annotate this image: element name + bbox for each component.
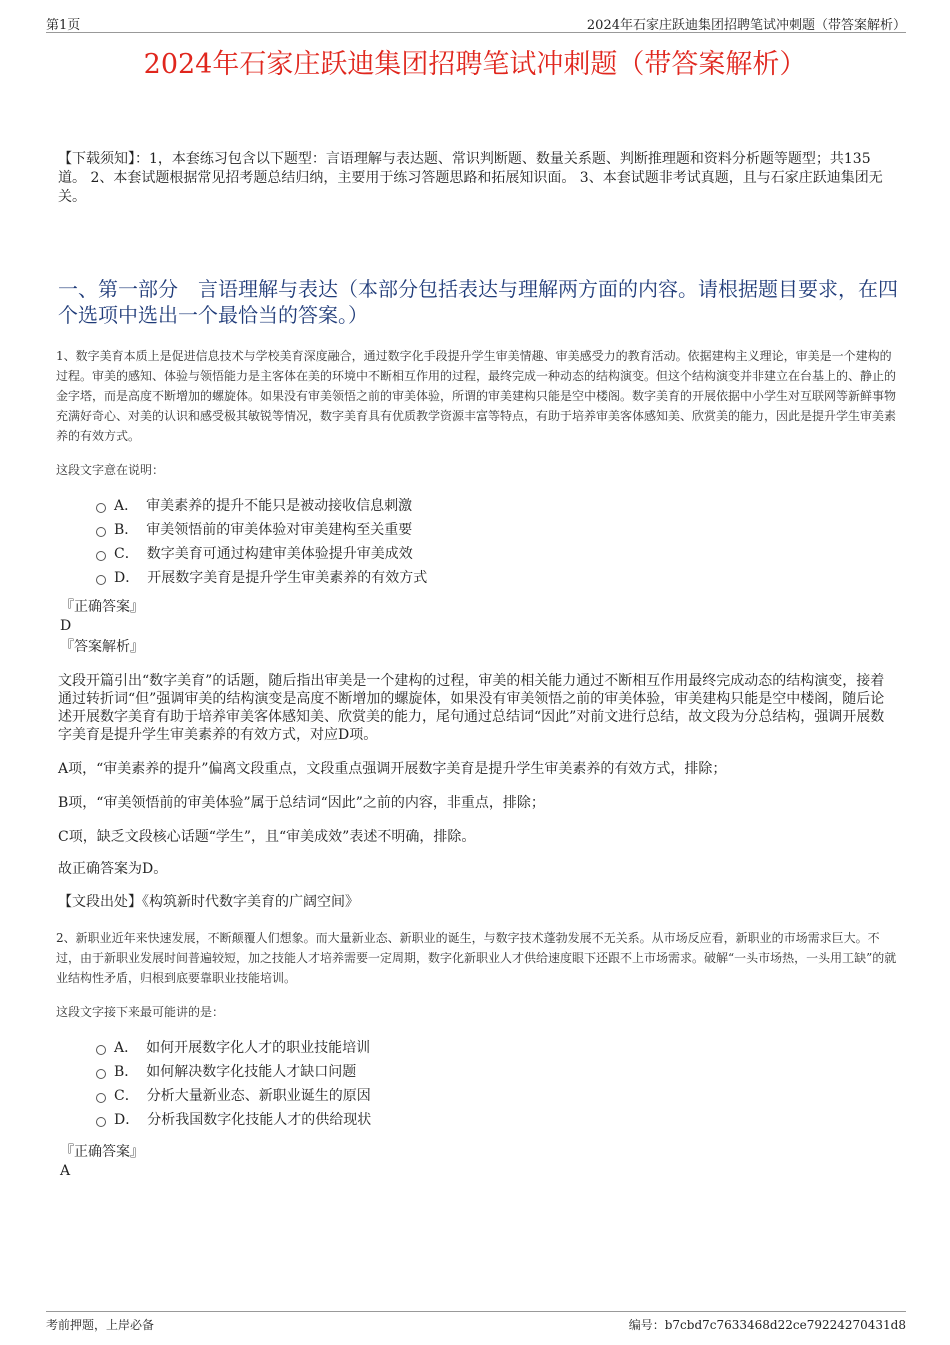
section-title: 一、第一部分 言语理解与表达（本部分包括表达与理解两方面的内容。请根据题目要求，在四个选项中选出一个最恰当的答案。） bbox=[58, 277, 898, 327]
page-number: 第1页 bbox=[46, 18, 81, 33]
question-1-options bbox=[96, 494, 427, 590]
download-notice: 【下载须知】：1，本套练习包含以下题型：言语理解与表达题、常识判断题、数量关系题、判断推理题和资料分析题等题型；共135道。 2、本套试题根据常见招考题总结归纳，主要用于练习答题思路和拓展知识面。 3、本套试题非考试真题，且与石家庄跃迪集团无关。 bbox=[58, 151, 883, 205]
option-a[interactable]: A． 审美素养的提升不能只是被动接收信息刺激 bbox=[96, 494, 427, 518]
analysis-conclusion: 故正确答案为D。 bbox=[58, 861, 168, 877]
radio-icon[interactable] bbox=[96, 1045, 106, 1055]
page-footer bbox=[46, 1311, 906, 1336]
document-title: 2024年石家庄跃迪集团招聘笔试冲刺题（带答案解析） bbox=[143, 49, 807, 80]
page-header bbox=[46, 12, 906, 33]
answer-value: D bbox=[60, 618, 72, 634]
option-c[interactable]: C． 数字美育可通过构建审美体验提升审美成效 bbox=[96, 542, 427, 566]
radio-icon[interactable] bbox=[96, 503, 106, 513]
option-b[interactable]: B． 审美领悟前的审美体验对审美建构至关重要 bbox=[96, 518, 427, 542]
radio-icon[interactable] bbox=[96, 1117, 106, 1127]
question-2-prompt: 这段文字接下来最可能讲的是： bbox=[56, 1005, 225, 1019]
option-d[interactable]: D． 分析我国数字化技能人才的供给现状 bbox=[96, 1108, 371, 1132]
analysis-paragraph: B项，“审美领悟前的审美体验”属于总结词“因此”之前的内容，非重点，排除； bbox=[58, 795, 545, 811]
footer-slogan: 考前押题，上岸必备 bbox=[46, 1318, 155, 1332]
radio-icon[interactable] bbox=[96, 1093, 106, 1103]
option-c[interactable]: C． 分析大量新业态、新职业诞生的原因 bbox=[96, 1084, 371, 1108]
footer-serial: 编号：b7cbd7c7633468d22ce79224270431d8 bbox=[628, 1318, 906, 1332]
question-1-passage: 1、数字美育本质上是促进信息技术与学校美育深度融合，通过数字化手段提升学生审美情趣、审美感受力的教育活动。依据建构主义理论，审美是一个建构的过程。审美的感知、体验与领悟能力是主客体在美的环境中不断相互作用的过程，最终完成一种动态的结构演变。但这个结构演变并非建立在台基上的、静止的金字塔，而是高度不断增加的螺旋体。如果没有审美领悟之前的审美体验，所谓的审美建构只能是空中楼阁。数字美育的开展依据中小学生对互联网等新鲜事物充满好奇心、对美的认识和感受极其敏锐等情况，数字美育具有优质教学资源丰富等特点，有助于培养审美客体感知美、欣赏美的能力，因此是提升学生审美素养的有效方式。 bbox=[56, 349, 897, 443]
analysis-paragraph: C项，缺乏文段核心话题“学生”，且“审美成效”表述不明确，排除。 bbox=[58, 829, 476, 845]
option-d[interactable]: D． 开展数字美育是提升学生审美素养的有效方式 bbox=[96, 566, 427, 590]
radio-icon[interactable] bbox=[96, 527, 106, 537]
answer-value: A bbox=[60, 1163, 71, 1179]
question-2-options bbox=[96, 1036, 371, 1132]
analysis-paragraph: A项，“审美素养的提升”偏离文段重点，文段重点强调开展数字美育是提升学生审美素养的有效方式，排除； bbox=[58, 761, 727, 777]
option-a[interactable]: A． 如何开展数字化人才的职业技能培训 bbox=[96, 1036, 371, 1060]
radio-icon[interactable] bbox=[96, 1069, 106, 1079]
question-2-passage: 2、新职业近年来快速发展，不断颠覆人们想象。而大量新业态、新职业的诞生，与数字技术蓬勃发展不无关系。从市场反应看，新职业的市场需求巨大。不过，由于新职业发展时间普遍较短，加之技能人才培养需要一定周期，数字化新职业人才供给速度眼下还跟不上市场需求。破解“一头市场热，一头用工缺”的就业结构性矛盾，归根到底要靠职业技能培训。 bbox=[56, 931, 897, 985]
question-1-prompt: 这段文字意在说明： bbox=[56, 463, 165, 477]
radio-icon[interactable] bbox=[96, 551, 106, 561]
answer-label: 『正确答案』 bbox=[60, 599, 144, 615]
header-doc-name: 2024年石家庄跃迪集团招聘笔试冲刺题（带答案解析） bbox=[586, 18, 906, 33]
answer-label: 『正确答案』 bbox=[60, 1144, 144, 1160]
option-b[interactable]: B． 如何解决数字化技能人才缺口问题 bbox=[96, 1060, 371, 1084]
passage-source: 【文段出处】《构筑新时代数字美育的广阔空间》 bbox=[58, 894, 359, 910]
radio-icon[interactable] bbox=[96, 575, 106, 585]
analysis-paragraph: 文段开篇引出“数字美育”的话题，随后指出审美是一个建构的过程，审美的相关能力通过不断相互作用最终完成动态的结构演变，接着通过转折词“但”强调审美的结构演变是高度不断增加的螺旋体，如果没有审美领悟之前的审美体验，审美建构只能是空中楼阁，随后论述开展数字美育有助于培养审美客体感知美、欣赏美的能力，尾句通过总结词“因此”对前文进行总结，故文段为分总结构，强调开展数字美育是提升学生审美素养的有效方式，对应D项。 bbox=[58, 673, 885, 743]
analysis-label: 『答案解析』 bbox=[60, 639, 144, 655]
